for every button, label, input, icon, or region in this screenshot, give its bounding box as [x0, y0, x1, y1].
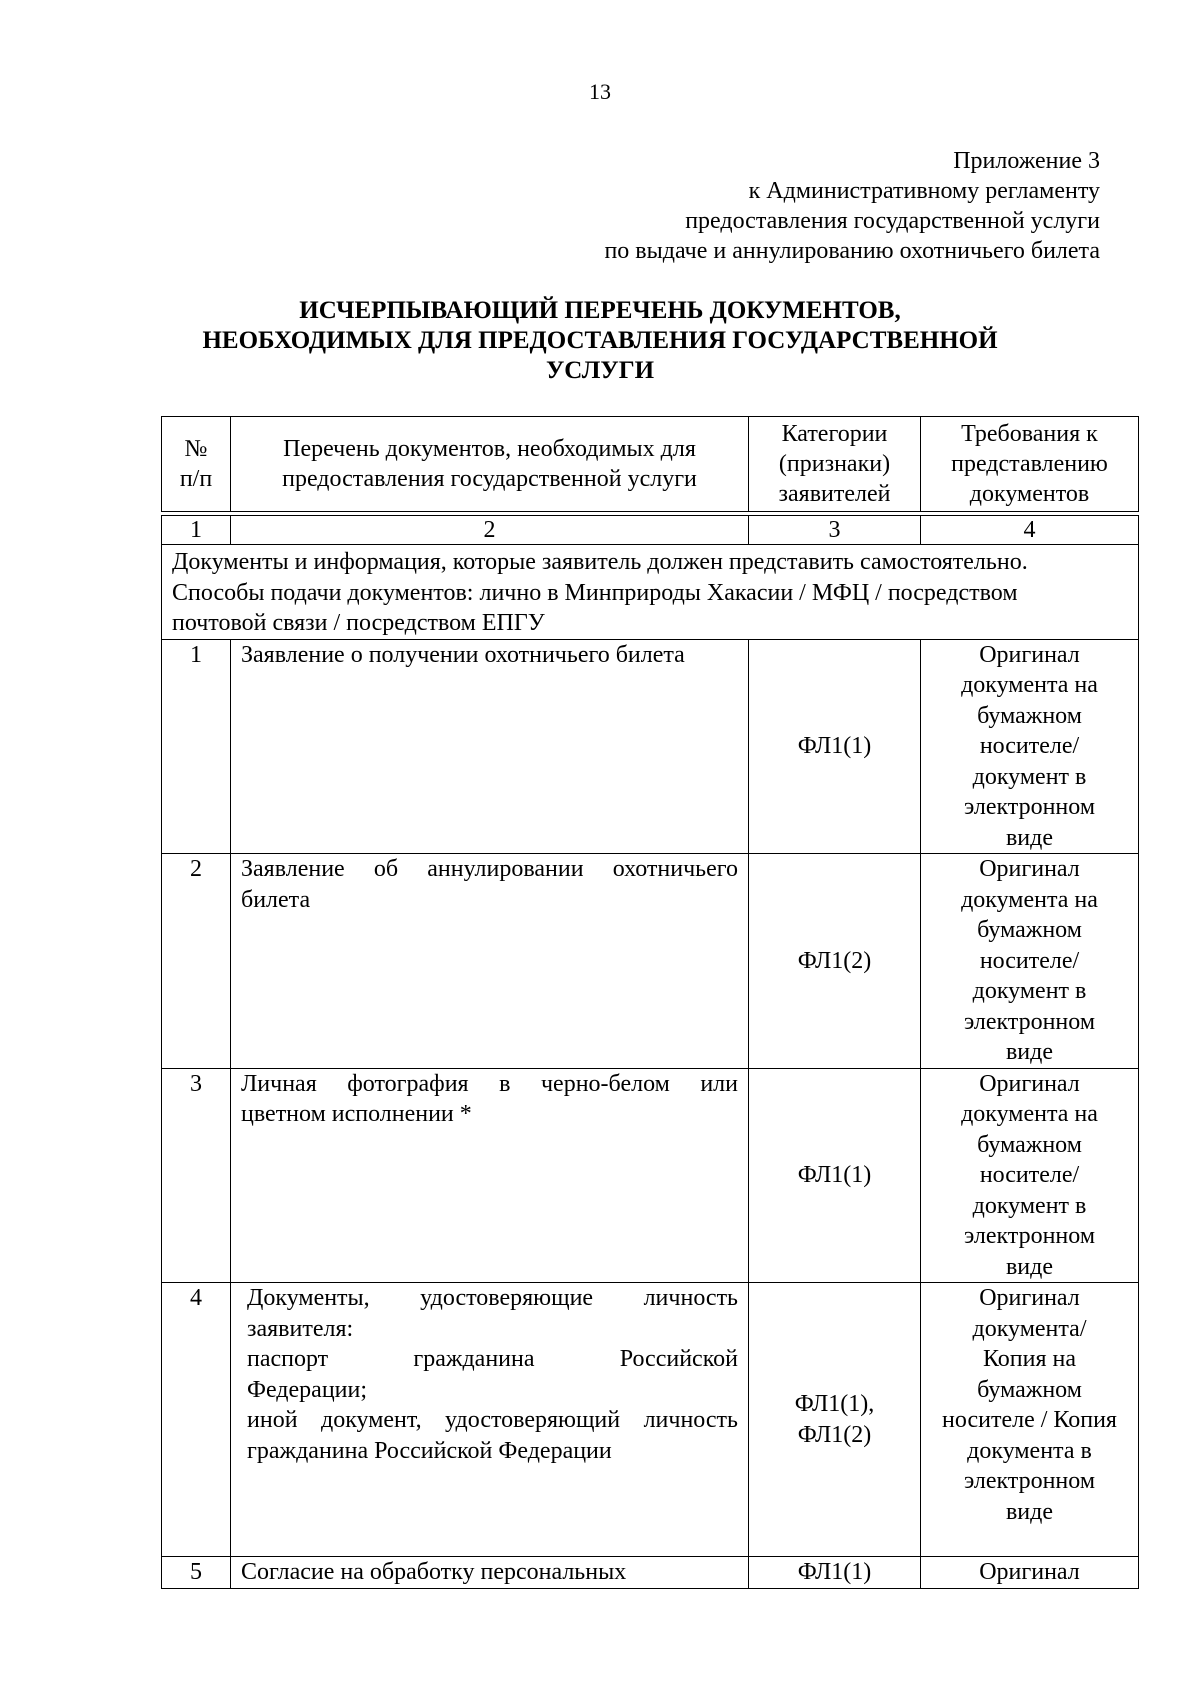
- name-line: Федерации;: [247, 1376, 368, 1403]
- requirement-line: документ в: [972, 1192, 1087, 1219]
- requirement-line: Копия на: [982, 1346, 1077, 1372]
- section-text: [162, 545, 1139, 640]
- appendix-line: по выдаче и аннулированию охотничьего билета: [604, 238, 1100, 264]
- header-requirements: [921, 417, 1139, 512]
- requirement-line: документа на: [961, 886, 1098, 913]
- applicant-category: ФЛ1(1): [749, 639, 921, 854]
- applicant-category: ФЛ1(2): [749, 854, 921, 1069]
- requirement-line: бумажном: [977, 1131, 1082, 1158]
- header-line: (признаки): [778, 451, 891, 477]
- header-line: заявителей: [778, 481, 891, 507]
- requirement-line: бумажном: [977, 1376, 1082, 1403]
- requirement-line: бумажном: [977, 917, 1082, 943]
- requirement-line: электронном: [963, 1223, 1096, 1249]
- name-line: паспорт гражданина Российской: [247, 1346, 738, 1372]
- header-line: Требования к: [961, 421, 1098, 447]
- name-line: иной документ, удостоверяющий личность: [247, 1407, 738, 1433]
- header-line: №: [184, 436, 208, 462]
- appendix-reference: [604, 146, 1100, 266]
- table-row: [162, 1068, 1139, 1283]
- requirement-line: Оригинал: [979, 1070, 1080, 1097]
- column-number: 4: [921, 516, 1139, 545]
- table-row: [162, 639, 1139, 854]
- section-line: Способы подачи документов: лично в Минприроды Хакасии / МФЦ / посредством: [172, 579, 1018, 606]
- document-title: [0, 296, 1200, 386]
- table-row: [162, 1283, 1139, 1557]
- applicant-category: ФЛ1(1): [749, 1068, 921, 1283]
- requirement-line: носителе/: [979, 947, 1080, 974]
- name-line: гражданина Российской Федерации: [247, 1437, 612, 1464]
- name-line: заявителя:: [247, 1315, 354, 1342]
- requirement-line: носителе / Копия: [942, 1407, 1117, 1433]
- category-line: ФЛ1(2): [797, 1421, 872, 1448]
- title-line: ИСЧЕРПЫВАЮЩИЙ ПЕРЕЧЕНЬ ДОКУМЕНТОВ,: [299, 297, 901, 324]
- requirement-line: Оригинал: [979, 1559, 1080, 1585]
- document-requirements: [921, 1068, 1139, 1283]
- table-header-row: [162, 417, 1139, 512]
- requirement-line: документа на: [961, 672, 1098, 698]
- column-number-row: [162, 516, 1139, 545]
- header-line: документов: [969, 481, 1090, 507]
- column-number: 1: [162, 516, 231, 545]
- requirement-line: виде: [1005, 1039, 1054, 1065]
- name-line: билета: [241, 886, 311, 913]
- appendix-line: к Административному регламенту: [748, 178, 1100, 204]
- requirement-line: виде: [1005, 1253, 1054, 1280]
- header-line: п/п: [179, 466, 213, 492]
- column-number: 3: [749, 516, 921, 545]
- requirement-line: электронном: [963, 1468, 1096, 1494]
- section-line: Документы и информация, которые заявитель должен представить самостоятельно.: [172, 549, 1028, 575]
- name-line: Личная фотография в черно-белом или: [241, 1070, 738, 1097]
- name-line: цветном исполнении *: [241, 1101, 472, 1127]
- requirement-line: электронном: [963, 794, 1096, 820]
- document-name: [231, 854, 749, 1069]
- document-name: Согласие на обработку персональных: [231, 1557, 749, 1589]
- requirement-line: документа в: [967, 1437, 1092, 1464]
- row-number: 3: [162, 1068, 231, 1283]
- requirement-line: носителе/: [979, 1162, 1080, 1188]
- document-requirements: [921, 854, 1139, 1069]
- requirement-line: виде: [1005, 824, 1054, 851]
- requirement-line: бумажном: [977, 702, 1082, 729]
- requirement-line: документ в: [972, 978, 1087, 1004]
- requirement-line: виде: [1005, 1498, 1054, 1525]
- header-line: представлению: [951, 451, 1108, 477]
- requirement-line: документ в: [972, 763, 1087, 790]
- document-name: [231, 1068, 749, 1283]
- document-name: Заявление о получении охотничьего билета: [231, 639, 749, 854]
- requirement-line: Оригинал: [979, 856, 1080, 882]
- document-requirements: [921, 1557, 1139, 1589]
- title-line: НЕОБХОДИМЫХ ДЛЯ ПРЕДОСТАВЛЕНИЯ ГОСУДАРСТВЕННОЙ: [202, 327, 998, 354]
- name-line: Документы, удостоверяющие личность: [247, 1285, 738, 1311]
- requirement-line: носителе/: [979, 733, 1080, 759]
- row-number: 2: [162, 854, 231, 1069]
- category-line: ФЛ1(1),: [794, 1391, 875, 1417]
- requirement-line: Оригинал: [979, 1285, 1080, 1311]
- row-number: 4: [162, 1283, 231, 1557]
- header-line: Категории: [781, 421, 888, 447]
- section-line: почтовой связи / посредством ЕПГУ: [172, 610, 545, 636]
- page-number: 13: [589, 79, 611, 104]
- header-line: Перечень документов, необходимых для: [283, 436, 696, 462]
- requirement-line: электронном: [963, 1008, 1096, 1035]
- table-row: [162, 1557, 1139, 1589]
- header-documents: [231, 417, 749, 512]
- document-requirements: [921, 1283, 1139, 1557]
- column-number: 2: [231, 516, 749, 545]
- header-categories: [749, 417, 921, 512]
- row-number: 5: [162, 1557, 231, 1589]
- header-number: [162, 417, 231, 512]
- requirement-line: документа на: [961, 1101, 1098, 1127]
- applicant-category: ФЛ1(1): [749, 1557, 921, 1589]
- requirement-line: документа/: [972, 1315, 1087, 1342]
- requirement-line: Оригинал: [979, 641, 1080, 668]
- appendix-line: предоставления государственной услуги: [685, 208, 1100, 234]
- applicant-category: [749, 1283, 921, 1557]
- document-name: [231, 1283, 749, 1557]
- table-row: [162, 854, 1139, 1069]
- name-line: Заявление об аннулировании охотничьего: [241, 856, 738, 882]
- document-requirements: [921, 639, 1139, 854]
- row-number: 1: [162, 639, 231, 854]
- title-line: УСЛУГИ: [545, 357, 655, 384]
- header-line: предоставления государственной услуги: [282, 466, 697, 492]
- section-row: [162, 545, 1139, 640]
- appendix-line: Приложение 3: [953, 148, 1100, 174]
- documents-table: [161, 416, 1139, 1589]
